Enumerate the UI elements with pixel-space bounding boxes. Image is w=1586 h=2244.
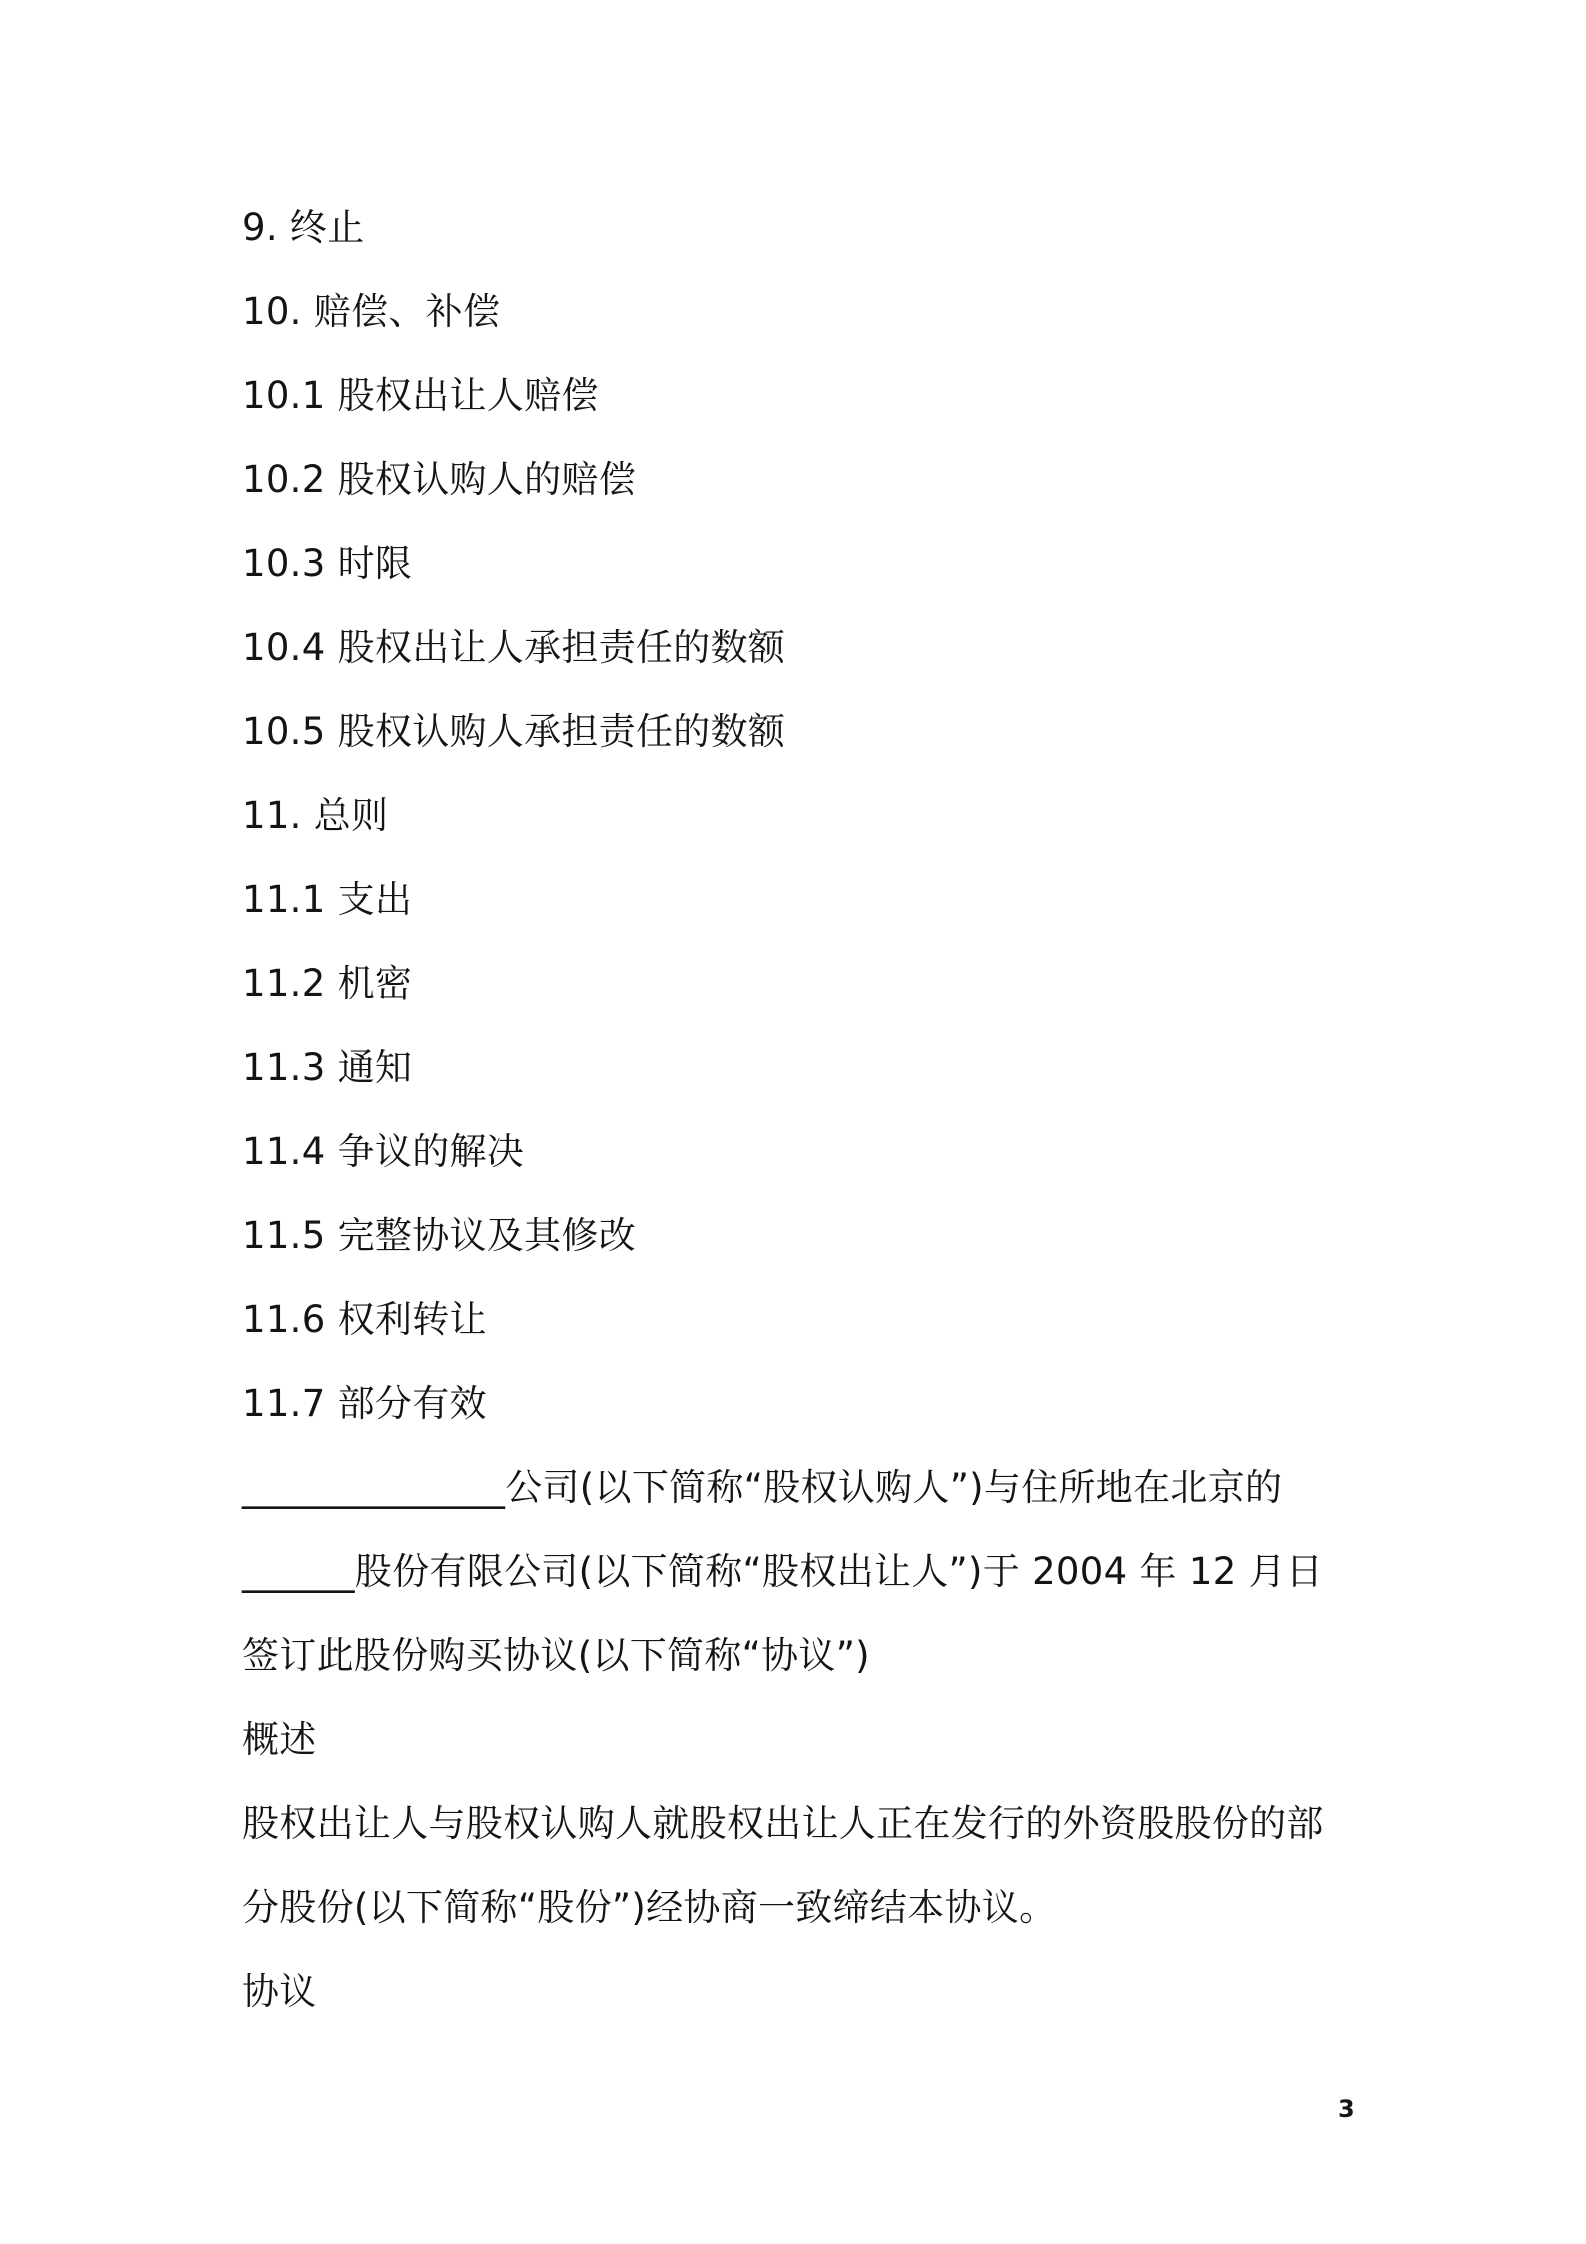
overview-paragraph-line-1: 股权出让人与股权认购人就股权出让人正在发行的外资股股份的部 [242, 1802, 1324, 1845]
toc-number: 10.5 [242, 710, 326, 753]
toc-item-11-7 [242, 1379, 487, 1429]
toc-item-11-2 [242, 959, 412, 1009]
page-number: 3 [1338, 2095, 1355, 2123]
toc-item-10-3 [242, 539, 412, 589]
toc-title: 机密 [337, 962, 413, 1005]
toc-item-11-5 [242, 1211, 636, 1261]
toc-title: 时限 [337, 542, 413, 585]
toc-number: 11.4 [242, 1130, 326, 1173]
toc-item-10-1 [242, 371, 599, 421]
toc-item-9 [242, 203, 365, 253]
toc-item-10 [242, 287, 500, 337]
toc-title: 终止 [289, 206, 365, 249]
toc-item-11-3 [242, 1043, 412, 1093]
toc-number: 10.1 [242, 374, 326, 417]
toc-number: 10.4 [242, 626, 326, 669]
toc-title: 争议的解决 [337, 1130, 525, 1173]
intro-paragraph-line-3: 签订此股份购买协议(以下简称“协议”) [242, 1634, 870, 1677]
overview-paragraph-line-2: 分股份(以下简称“股份”)经协商一致缔结本协议。 [242, 1886, 1057, 1929]
toc-number: 11.7 [242, 1382, 326, 1425]
toc-item-11-4 [242, 1127, 524, 1177]
toc-title: 支出 [337, 878, 413, 921]
toc-number: 11.5 [242, 1214, 326, 1257]
toc-number: 9. [242, 206, 278, 249]
toc-number: 10. [242, 290, 302, 333]
toc-number: 11. [242, 794, 302, 837]
toc-item-10-2 [242, 455, 636, 505]
toc-number: 11.2 [242, 962, 326, 1005]
toc-number: 11.3 [242, 1046, 326, 1089]
toc-title: 权利转让 [337, 1298, 487, 1341]
toc-item-11 [242, 791, 388, 841]
toc-number: 11.6 [242, 1298, 326, 1341]
toc-title: 完整协议及其修改 [337, 1214, 636, 1257]
toc-item-10-5 [242, 707, 785, 757]
toc-title: 通知 [337, 1046, 413, 1089]
toc-number: 10.3 [242, 542, 326, 585]
toc-title: 部分有效 [337, 1382, 487, 1425]
toc-item-10-4 [242, 623, 785, 673]
toc-title: 赔偿、补偿 [313, 290, 501, 333]
toc-item-11-1 [242, 875, 412, 925]
toc-title: 股权认购人的赔偿 [337, 458, 636, 501]
intro-paragraph-line-1: ______________公司(以下简称“股权认购人”)与住所地在北京的 [242, 1466, 1283, 1509]
agreement-heading: 协议 [242, 1970, 317, 2013]
toc-item-11-6 [242, 1295, 487, 1345]
toc-number: 10.2 [242, 458, 326, 501]
overview-heading: 概述 [242, 1718, 317, 1761]
intro-paragraph-line-2: ______股份有限公司(以下简称“股权出让人”)于 2004 年 12 月日 [242, 1550, 1324, 1593]
toc-title: 股权出让人赔偿 [337, 374, 599, 417]
toc-number: 11.1 [242, 878, 326, 921]
toc-title: 股权出让人承担责任的数额 [337, 626, 786, 669]
toc-title: 总则 [313, 794, 389, 837]
toc-title: 股权认购人承担责任的数额 [337, 710, 786, 753]
